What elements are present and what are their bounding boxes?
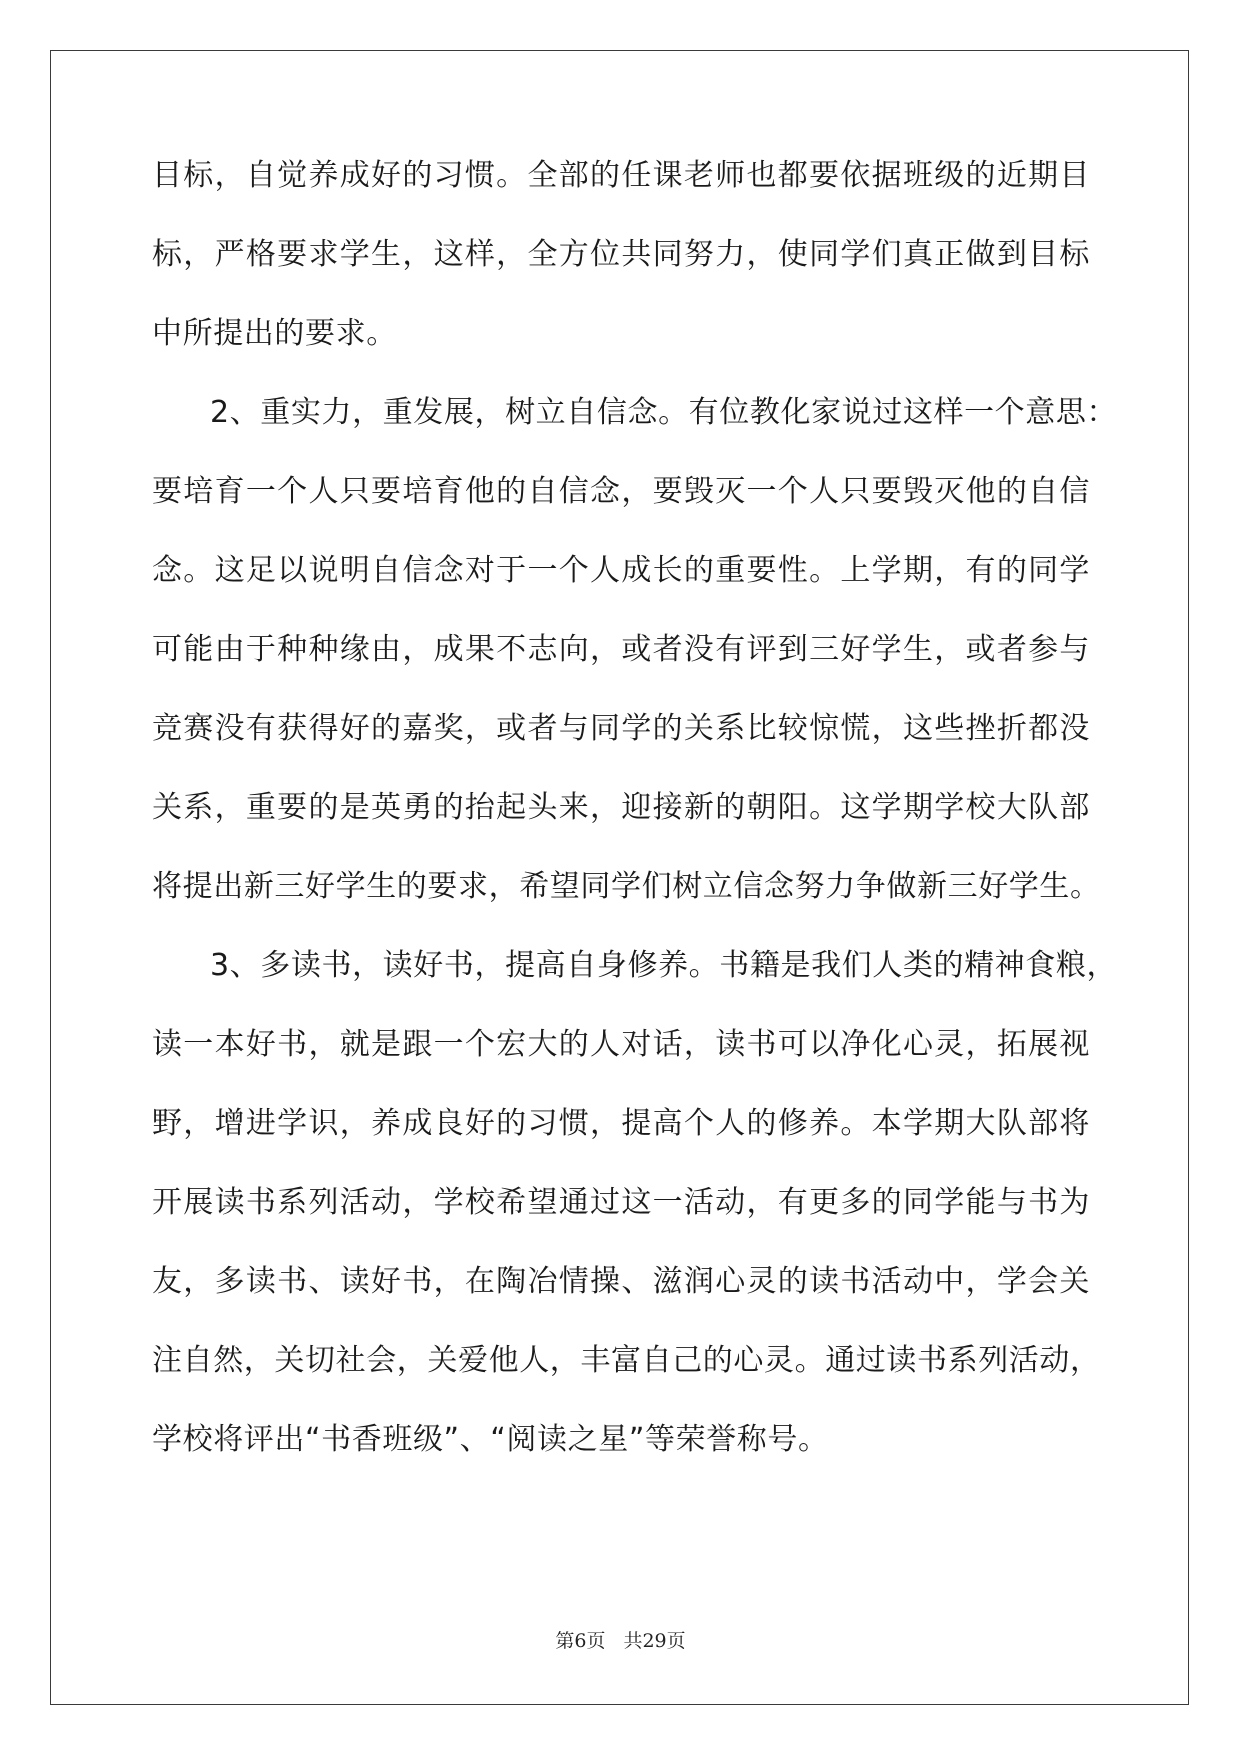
text-line: 念。这足以说明自信念对于一个人成长的重要性。上学期，有的同学	[152, 553, 1090, 588]
text-line: 竞赛没有获得好的嘉奖，或者与同学的关系比较惊慌，这些挫折都没	[152, 711, 1090, 746]
text-line: 开展读书系列活动，学校希望通过这一活动，有更多的同学能与书为	[152, 1185, 1090, 1220]
text-line: 野，增进学识，养成良好的习惯，提高个人的修养。本学期大队部将	[152, 1106, 1090, 1141]
page-number: 第6页	[555, 1630, 606, 1652]
text-line: 3、多读书，读好书，提高自身修养。书籍是我们人类的精神食粮，	[210, 948, 1118, 983]
text-line: 目标，自觉养成好的习惯。全部的任课老师也都要依据班级的近期目	[152, 158, 1090, 193]
text-line: 要培育一个人只要培育他的自信念，要毁灭一个人只要毁灭他的自信	[152, 474, 1090, 509]
page-total: 共29页	[623, 1630, 686, 1652]
text-line: 读一本好书，就是跟一个宏大的人对话，读书可以净化心灵，拓展视	[152, 1027, 1090, 1062]
text-line: 友，多读书、读好书，在陶冶情操、滋润心灵的读书活动中，学会关	[152, 1264, 1090, 1299]
text-line: 中所提出的要求。	[152, 316, 397, 351]
text-line: 关系，重要的是英勇的抬起头来，迎接新的朝阳。这学期学校大队部	[152, 790, 1090, 825]
text-line: 将提出新三好学生的要求，希望同学们树立信念努力争做新三好学生。	[152, 869, 1101, 904]
text-line: 2、重实力，重发展，树立自信念。有位教化家说过这样一个意思：	[210, 395, 1118, 430]
page-footer	[0, 1626, 1241, 1653]
text-line: 注自然，关切社会，关爱他人，丰富自己的心灵。通过读书系列活动，	[152, 1343, 1101, 1378]
text-line: 可能由于种种缘由，成果不志向，或者没有评到三好学生，或者参与	[152, 632, 1090, 667]
document-body	[152, 158, 1118, 1501]
text-line: 标，严格要求学生，这样，全方位共同努力，使同学们真正做到目标	[152, 237, 1090, 272]
text-line: 学校将评出“书香班级”、“阅读之星”等荣誉称号。	[152, 1422, 829, 1457]
